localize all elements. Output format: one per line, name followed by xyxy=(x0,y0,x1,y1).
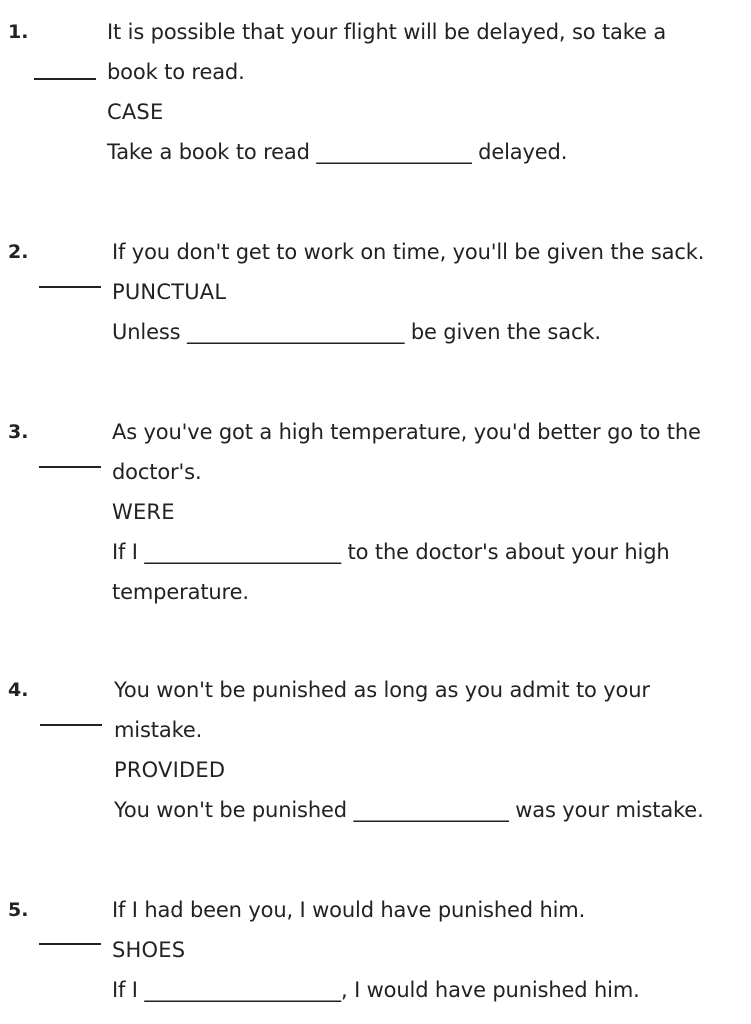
answer-sentence: If I ___________________, I would have punished him. xyxy=(112,978,640,1002)
prompt-line: As you've got a high temperature, you'd better go to the xyxy=(112,420,701,444)
answer-blank[interactable] xyxy=(39,286,101,288)
prompt-line: mistake. xyxy=(114,718,203,742)
item-number: 3. xyxy=(8,421,29,443)
item-number: 5. xyxy=(8,899,29,921)
keyword: CASE xyxy=(107,100,164,124)
prompt-line: If you don't get to work on time, you'll be given the sack. xyxy=(112,240,705,264)
prompt-line: book to read. xyxy=(107,60,245,84)
keyword: SHOES xyxy=(112,938,186,962)
answer-blank[interactable] xyxy=(39,943,101,945)
prompt-line: If I had been you, I would have punished him. xyxy=(112,898,586,922)
answer-blank[interactable] xyxy=(34,78,96,80)
keyword: PUNCTUAL xyxy=(112,280,227,304)
keyword: PROVIDED xyxy=(114,758,226,782)
prompt-line: It is possible that your flight will be delayed, so take a xyxy=(107,20,667,44)
prompt-line: doctor's. xyxy=(112,460,202,484)
answer-sentence: Unless _____________________ be given the sack. xyxy=(112,320,601,344)
keyword: WERE xyxy=(112,500,175,524)
answer-blank[interactable] xyxy=(40,724,102,726)
item-number: 1. xyxy=(8,21,29,43)
answer-sentence: Take a book to read _______________ delayed. xyxy=(107,140,568,164)
answer-sentence-continued: temperature. xyxy=(112,580,249,604)
answer-blank[interactable] xyxy=(39,466,101,468)
prompt-line: You won't be punished as long as you admit to your xyxy=(114,678,650,702)
item-number: 4. xyxy=(8,679,29,701)
answer-sentence: If I ___________________ to the doctor's about your high xyxy=(112,540,670,564)
answer-sentence: You won't be punished _______________ was your mistake. xyxy=(114,798,704,822)
item-number: 2. xyxy=(8,241,29,263)
